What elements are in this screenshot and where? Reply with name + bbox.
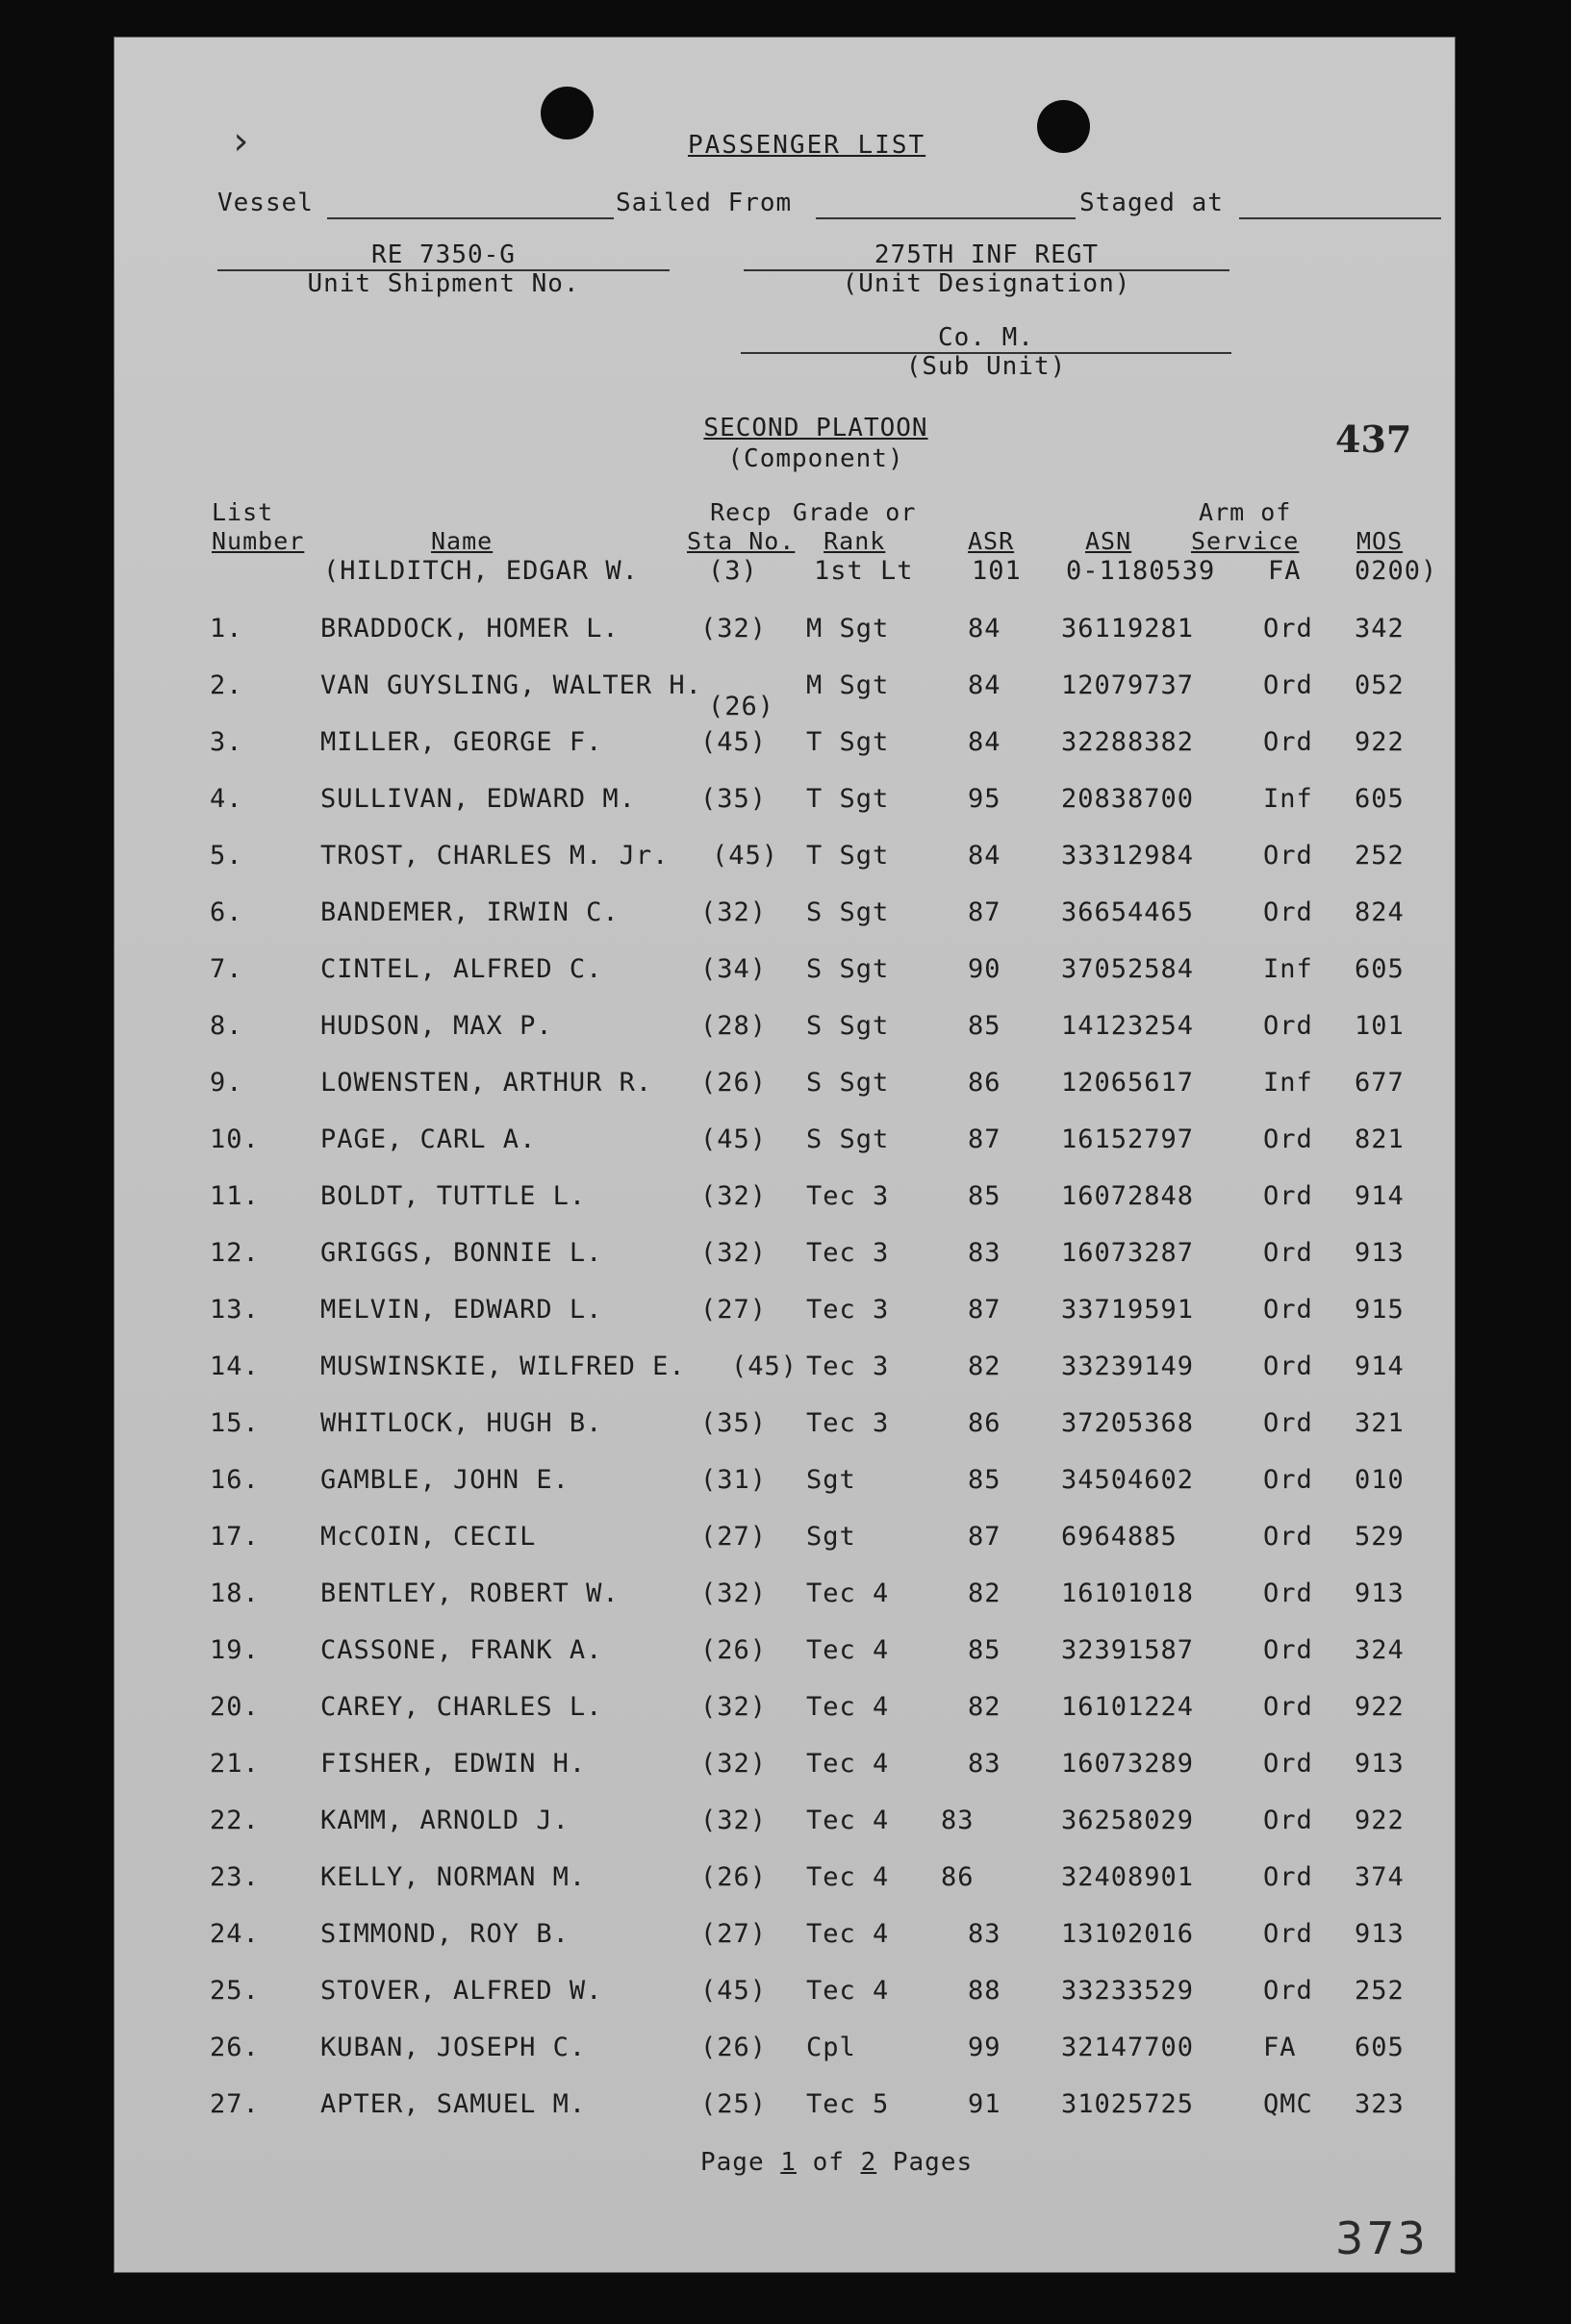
table-row — [114, 1351, 1456, 1390]
officer-arm: FA — [1268, 556, 1302, 586]
table-row — [114, 1976, 1456, 2014]
asn: 36258029 — [1061, 1806, 1195, 1835]
arm-of-service: Ord — [1263, 1465, 1313, 1495]
station-number: (26) — [700, 2033, 768, 2062]
table-row — [114, 1181, 1456, 1220]
document-page — [114, 37, 1456, 2273]
passenger-name: KELLY, NORMAN M. — [320, 1862, 587, 1892]
arm-of-service: Ord — [1263, 1181, 1313, 1211]
handwritten-number: 373 — [1335, 2212, 1429, 2264]
asn: 12065617 — [1061, 1068, 1195, 1098]
asr: 83 — [968, 1238, 1001, 1268]
grade: Cpl — [806, 2033, 856, 2062]
station-number: (26) — [700, 1635, 768, 1665]
table-row — [114, 1579, 1456, 1617]
grade: Tec 4 — [806, 1579, 890, 1608]
list-number: 4. — [210, 784, 243, 814]
header-arm-line1: Arm of — [1199, 498, 1292, 526]
list-number: 9. — [210, 1068, 243, 1098]
arm-of-service: Ord — [1263, 1124, 1313, 1154]
table-row — [114, 954, 1456, 993]
asn: 16101018 — [1061, 1579, 1195, 1608]
table-row — [114, 1124, 1456, 1163]
arm-of-service: Ord — [1263, 841, 1313, 871]
passenger-name: WHITLOCK, HUGH B. — [320, 1408, 603, 1438]
station-number: (34) — [700, 954, 768, 984]
asn: 16101224 — [1061, 1692, 1195, 1722]
station-number: (32) — [700, 1579, 768, 1608]
mos: 321 — [1355, 1408, 1405, 1438]
header-mos: MOS — [1356, 527, 1404, 555]
mos: 824 — [1355, 897, 1405, 927]
table-row — [114, 841, 1456, 879]
station-number: (32) — [700, 1238, 768, 1268]
station-number: (27) — [700, 1522, 768, 1552]
unit-designation-value: 275TH INF REGT — [874, 240, 1100, 269]
list-number: 7. — [210, 954, 243, 984]
header-recp-line1: Recp — [710, 498, 773, 526]
station-number: (45) — [731, 1351, 798, 1381]
grade: Tec 3 — [806, 1351, 890, 1381]
footer-of-word: of — [812, 2148, 845, 2177]
arm-of-service: Ord — [1263, 1806, 1313, 1835]
list-number: 11. — [210, 1181, 260, 1211]
officer-sta: (3) — [708, 556, 758, 586]
mos: 374 — [1355, 1862, 1405, 1892]
footer-page-current: 1 — [780, 2148, 797, 2177]
asr: 90 — [968, 954, 1001, 984]
header-grade — [793, 498, 916, 556]
grade: Tec 4 — [806, 1806, 890, 1835]
arm-of-service: Inf — [1263, 784, 1313, 814]
grade: M Sgt — [806, 614, 890, 644]
grade: Tec 3 — [806, 1408, 890, 1438]
passenger-name: APTER, SAMUEL M. — [320, 2089, 587, 2119]
list-number: 5. — [210, 841, 243, 871]
passenger-name: PAGE, CARL A. — [320, 1124, 537, 1154]
asr: 84 — [968, 614, 1001, 644]
grade: S Sgt — [806, 1011, 890, 1041]
table-row — [114, 2033, 1456, 2071]
table-row — [114, 1692, 1456, 1730]
passenger-name: GAMBLE, JOHN E. — [320, 1465, 570, 1495]
header-grade-line2: Rank — [824, 527, 886, 555]
footer-page-total: 2 — [860, 2148, 877, 2177]
arm-of-service: Ord — [1263, 1011, 1313, 1041]
passenger-name: FISHER, EDWIN H. — [320, 1749, 587, 1779]
grade: Tec 4 — [806, 1976, 890, 2006]
mos: 913 — [1355, 1749, 1405, 1779]
asr: 83 — [968, 1919, 1001, 1949]
asr: 99 — [968, 2033, 1001, 2062]
mos: 010 — [1355, 1465, 1405, 1495]
list-number: 18. — [210, 1579, 260, 1608]
passenger-name: CINTEL, ALFRED C. — [320, 954, 603, 984]
asr: 83 — [941, 1806, 975, 1835]
list-number: 2. — [210, 670, 243, 700]
asn: 32391587 — [1061, 1635, 1195, 1665]
table-row — [114, 1862, 1456, 1901]
mos: 324 — [1355, 1635, 1405, 1665]
list-number: 27. — [210, 2089, 260, 2119]
list-number: 21. — [210, 1749, 260, 1779]
grade: Tec 3 — [806, 1238, 890, 1268]
mos: 101 — [1355, 1011, 1405, 1041]
asr: 82 — [968, 1579, 1001, 1608]
grade: S Sgt — [806, 897, 890, 927]
passenger-name: CASSONE, FRANK A. — [320, 1635, 603, 1665]
unit-designation-field — [744, 240, 1229, 298]
grade: Tec 3 — [806, 1181, 890, 1211]
table-row — [114, 1295, 1456, 1333]
table-row — [114, 1806, 1456, 1844]
arm-of-service: FA — [1263, 2033, 1297, 2062]
arm-of-service: Ord — [1263, 1522, 1313, 1552]
asn: 37205368 — [1061, 1408, 1195, 1438]
asn: 12079737 — [1061, 670, 1195, 700]
asn: 31025725 — [1061, 2089, 1195, 2119]
arm-of-service: Inf — [1263, 1068, 1313, 1098]
grade: Sgt — [806, 1465, 856, 1495]
header-name: Name — [431, 527, 494, 555]
arm-of-service: QMC — [1263, 2089, 1313, 2119]
asn: 36119281 — [1061, 614, 1195, 644]
table-row — [114, 2089, 1456, 2128]
page-footer — [700, 2148, 973, 2177]
grade: Tec 4 — [806, 1749, 890, 1779]
asn: 6964885 — [1061, 1522, 1178, 1552]
header-arm-line2: Service — [1191, 527, 1300, 555]
passenger-name: BRADDOCK, HOMER L. — [320, 614, 620, 644]
header-list-line2: Number — [212, 527, 305, 555]
officer-grade: 1st Lt — [814, 556, 914, 586]
asn: 13102016 — [1061, 1919, 1195, 1949]
component-field — [671, 414, 960, 473]
asr: 85 — [968, 1465, 1001, 1495]
table-row — [114, 1522, 1456, 1560]
asn: 16152797 — [1061, 1124, 1195, 1154]
station-number: (27) — [700, 1919, 768, 1949]
corner-mark: › — [229, 119, 253, 164]
asn: 16072848 — [1061, 1181, 1195, 1211]
mos: 252 — [1355, 1976, 1405, 2006]
list-number: 13. — [210, 1295, 260, 1325]
list-number: 19. — [210, 1635, 260, 1665]
passenger-name: KAMM, ARNOLD J. — [320, 1806, 570, 1835]
grade: S Sgt — [806, 1068, 890, 1098]
mos: 252 — [1355, 841, 1405, 871]
grade: Tec 3 — [806, 1295, 890, 1325]
mos: 052 — [1355, 670, 1405, 700]
asr: 84 — [968, 670, 1001, 700]
asn: 16073287 — [1061, 1238, 1195, 1268]
unit-shipment-label: Unit Shipment No. — [307, 269, 580, 298]
unit-shipment-field — [217, 240, 670, 298]
officer-asn: 0-1180539 — [1066, 556, 1216, 586]
grade: Tec 4 — [806, 1919, 890, 1949]
officer-asr: 101 — [972, 556, 1022, 586]
list-number: 10. — [210, 1124, 260, 1154]
station-number: (35) — [700, 784, 768, 814]
mos: 677 — [1355, 1068, 1405, 1098]
station-number: (35) — [700, 1408, 768, 1438]
passenger-name: HUDSON, MAX P. — [320, 1011, 553, 1041]
station-number: (32) — [700, 897, 768, 927]
asr: 86 — [941, 1862, 975, 1892]
station-number: (32) — [700, 1692, 768, 1722]
list-number: 1. — [210, 614, 243, 644]
list-number: 8. — [210, 1011, 243, 1041]
asr: 85 — [968, 1635, 1001, 1665]
asr: 83 — [968, 1749, 1001, 1779]
asn: 33312984 — [1061, 841, 1195, 871]
arm-of-service: Ord — [1263, 1862, 1313, 1892]
header-list-line1: List — [212, 498, 274, 526]
mos: 914 — [1355, 1181, 1405, 1211]
mos: 914 — [1355, 1351, 1405, 1381]
station-number: (45) — [700, 727, 768, 757]
passenger-name: MUSWINSKIE, WILFRED E. — [320, 1351, 686, 1381]
arm-of-service: Ord — [1263, 1238, 1313, 1268]
asr: 87 — [968, 1522, 1001, 1552]
passenger-name: STOVER, ALFRED W. — [320, 1976, 603, 2006]
grade: T Sgt — [806, 841, 890, 871]
passenger-name: MELVIN, EDWARD L. — [320, 1295, 603, 1325]
asr: 88 — [968, 1976, 1001, 2006]
list-number: 25. — [210, 1976, 260, 2006]
list-number: 22. — [210, 1806, 260, 1835]
stamped-number: 437 — [1335, 417, 1412, 461]
grade: S Sgt — [806, 1124, 890, 1154]
asr: 87 — [968, 897, 1001, 927]
mos: 605 — [1355, 954, 1405, 984]
grade: S Sgt — [806, 954, 890, 984]
component-label: (Component) — [727, 444, 904, 473]
asn: 33719591 — [1061, 1295, 1195, 1325]
station-number: (31) — [700, 1465, 768, 1495]
station-number: (26) — [700, 1862, 768, 1892]
header-arm — [1191, 498, 1299, 556]
mos: 323 — [1355, 2089, 1405, 2119]
arm-of-service: Ord — [1263, 1976, 1313, 2006]
asn: 32288382 — [1061, 727, 1195, 757]
unit-shipment-value: RE 7350-G — [371, 240, 516, 269]
grade: Tec 4 — [806, 1692, 890, 1722]
mos: 605 — [1355, 2033, 1405, 2062]
list-number: 16. — [210, 1465, 260, 1495]
sub-unit-value: Co. M. — [938, 323, 1034, 352]
passenger-name: BANDEMER, IRWIN C. — [320, 897, 620, 927]
asr: 82 — [968, 1692, 1001, 1722]
asn: 33233529 — [1061, 1976, 1195, 2006]
asr: 82 — [968, 1351, 1001, 1381]
sub-unit-field — [741, 323, 1231, 381]
asn: 32408901 — [1061, 1862, 1195, 1892]
header-recp — [687, 498, 795, 556]
list-number: 20. — [210, 1692, 260, 1722]
vessel-blank — [327, 217, 614, 219]
arm-of-service: Ord — [1263, 727, 1313, 757]
grade: Tec 4 — [806, 1862, 890, 1892]
officer-mos: 0200) — [1355, 556, 1438, 586]
arm-of-service: Ord — [1263, 1351, 1313, 1381]
station-number: (32) — [700, 1806, 768, 1835]
asn: 32147700 — [1061, 2033, 1195, 2062]
unit-designation-label: (Unit Designation) — [842, 269, 1131, 298]
asr: 87 — [968, 1124, 1001, 1154]
list-number: 17. — [210, 1522, 260, 1552]
footer-pages-word: Pages — [892, 2148, 974, 2177]
header-grade-line1: Grade or — [793, 498, 917, 526]
passenger-name: McCOIN, CECIL — [320, 1522, 537, 1552]
asr: 87 — [968, 1295, 1001, 1325]
passenger-name: SULLIVAN, EDWARD M. — [320, 784, 636, 814]
list-number: 23. — [210, 1862, 260, 1892]
station-number: (45) — [700, 1124, 768, 1154]
list-number: 3. — [210, 727, 243, 757]
punch-hole-left — [541, 87, 594, 139]
station-number: (26) — [700, 1068, 768, 1098]
arm-of-service: Ord — [1263, 614, 1313, 644]
header-recp-line2: Sta No. — [687, 527, 796, 555]
list-number: 12. — [210, 1238, 260, 1268]
asr: 91 — [968, 2089, 1001, 2119]
mos: 913 — [1355, 1919, 1405, 1949]
list-number: 26. — [210, 2033, 260, 2062]
asr: 84 — [968, 727, 1001, 757]
arm-of-service: Ord — [1263, 1749, 1313, 1779]
officer-name: (HILDITCH, EDGAR W. — [323, 556, 639, 586]
passenger-name: TROST, CHARLES M. Jr. — [320, 841, 670, 871]
header-asr: ASR — [968, 527, 1015, 555]
asn: 20838700 — [1061, 784, 1195, 814]
arm-of-service: Ord — [1263, 1295, 1313, 1325]
asn: 36654465 — [1061, 897, 1195, 927]
asr: 84 — [968, 841, 1001, 871]
station-number: (32) — [700, 614, 768, 644]
asr: 86 — [968, 1068, 1001, 1098]
table-row — [114, 897, 1456, 936]
passenger-name: KUBAN, JOSEPH C. — [320, 2033, 587, 2062]
mos: 913 — [1355, 1238, 1405, 1268]
sailed-from-blank — [816, 217, 1076, 219]
list-number: 6. — [210, 897, 243, 927]
asn: 16073289 — [1061, 1749, 1195, 1779]
component-value: SECOND PLATOON — [703, 414, 928, 442]
station-number: (26) — [708, 692, 775, 721]
list-number: 14. — [210, 1351, 260, 1381]
table-row — [114, 1635, 1456, 1674]
mos: 922 — [1355, 727, 1405, 757]
header-list-number — [212, 498, 304, 556]
asr: 85 — [968, 1181, 1001, 1211]
header-asn: ASN — [1085, 527, 1132, 555]
table-row — [114, 784, 1456, 822]
staged-at-label: Staged at — [1079, 189, 1224, 217]
passenger-name: VAN GUYSLING, WALTER H. — [320, 670, 702, 700]
passenger-name: CAREY, CHARLES L. — [320, 1692, 603, 1722]
asn: 34504602 — [1061, 1465, 1195, 1495]
passenger-name: LOWENSTEN, ARTHUR R. — [320, 1068, 653, 1098]
station-number: (45) — [700, 1976, 768, 2006]
sub-unit-label: (Sub Unit) — [905, 352, 1067, 381]
grade: T Sgt — [806, 784, 890, 814]
station-number: (25) — [700, 2089, 768, 2119]
table-row — [114, 1408, 1456, 1447]
table-row — [114, 1238, 1456, 1276]
station-number: (32) — [700, 1181, 768, 1211]
table-row — [114, 1068, 1456, 1106]
arm-of-service: Ord — [1263, 670, 1313, 700]
asn: 14123254 — [1061, 1011, 1195, 1041]
arm-of-service: Inf — [1263, 954, 1313, 984]
station-number: (32) — [700, 1749, 768, 1779]
passenger-name: BENTLEY, ROBERT W. — [320, 1579, 620, 1608]
arm-of-service: Ord — [1263, 1635, 1313, 1665]
table-row — [114, 670, 1456, 721]
arm-of-service: Ord — [1263, 1408, 1313, 1438]
mos: 821 — [1355, 1124, 1405, 1154]
table-row — [114, 1919, 1456, 1958]
table-row — [114, 1465, 1456, 1503]
mos: 342 — [1355, 614, 1405, 644]
sailed-from-label: Sailed From — [616, 189, 793, 217]
passenger-name: BOLDT, TUTTLE L. — [320, 1181, 587, 1211]
vessel-label: Vessel — [217, 189, 314, 217]
grade: Tec 5 — [806, 2089, 890, 2119]
list-number: 15. — [210, 1408, 260, 1438]
passenger-name: MILLER, GEORGE F. — [320, 727, 603, 757]
list-number: 24. — [210, 1919, 260, 1949]
grade: T Sgt — [806, 727, 890, 757]
table-row — [114, 614, 1456, 652]
mos: 913 — [1355, 1579, 1405, 1608]
document-title: PASSENGER LIST — [688, 131, 926, 160]
station-number: (28) — [700, 1011, 768, 1041]
officer-row — [114, 556, 1456, 594]
mos: 922 — [1355, 1806, 1405, 1835]
arm-of-service: Ord — [1263, 897, 1313, 927]
grade: Sgt — [806, 1522, 856, 1552]
mos: 529 — [1355, 1522, 1405, 1552]
arm-of-service: Ord — [1263, 1579, 1313, 1608]
station-number: (27) — [700, 1295, 768, 1325]
asr: 95 — [968, 784, 1001, 814]
asn: 37052584 — [1061, 954, 1195, 984]
mos: 922 — [1355, 1692, 1405, 1722]
table-row — [114, 727, 1456, 766]
arm-of-service: Ord — [1263, 1919, 1313, 1949]
punch-hole-right — [1037, 100, 1090, 153]
arm-of-service: Ord — [1263, 1692, 1313, 1722]
asr: 85 — [968, 1011, 1001, 1041]
passenger-name: GRIGGS, BONNIE L. — [320, 1238, 603, 1268]
footer-page-word: Page — [700, 2148, 765, 2177]
asn: 33239149 — [1061, 1351, 1195, 1381]
passenger-name: SIMMOND, ROY B. — [320, 1919, 570, 1949]
table-row — [114, 1011, 1456, 1049]
grade: Tec 4 — [806, 1635, 890, 1665]
staged-at-blank — [1239, 217, 1441, 219]
mos: 605 — [1355, 784, 1405, 814]
grade: M Sgt — [806, 670, 890, 700]
table-row — [114, 1749, 1456, 1787]
mos: 915 — [1355, 1295, 1405, 1325]
station-number: (45) — [712, 841, 779, 871]
asr: 86 — [968, 1408, 1001, 1438]
